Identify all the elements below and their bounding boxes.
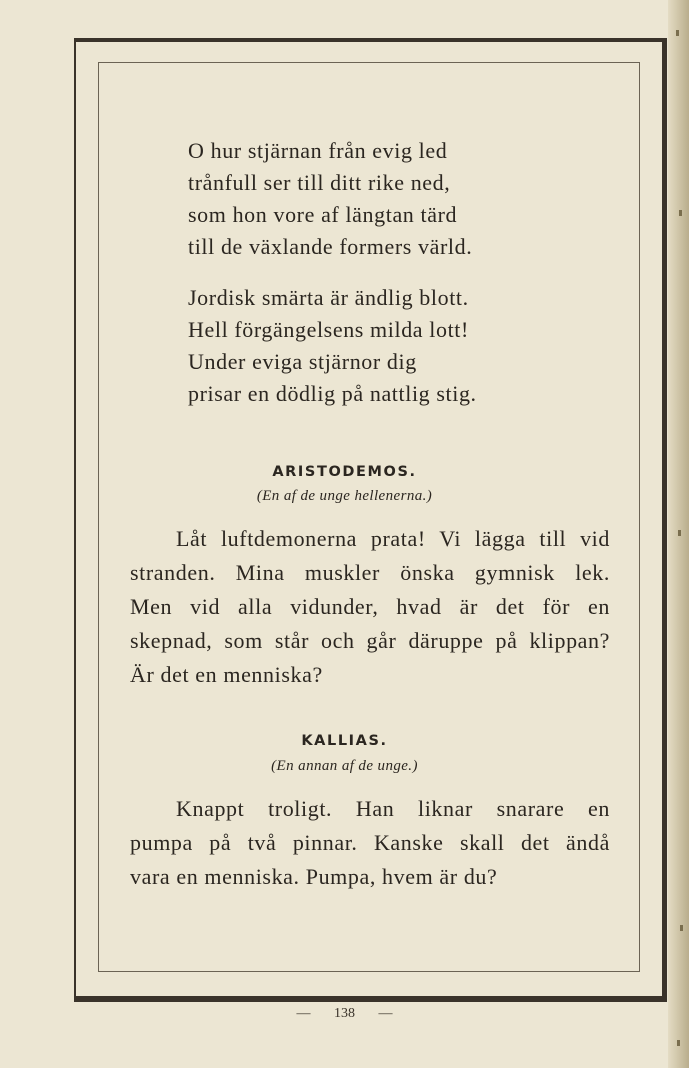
prose-line: Är det en menniska? (130, 662, 323, 687)
prose-line: skepnad, som står och går däruppe på klippan? (130, 628, 610, 653)
prose-line: Men vid alla vidunder, hvad är det för en (130, 594, 610, 619)
prose-line: vara en menniska. Pumpa, hvem är du? (130, 864, 498, 889)
verse-line: Under eviga stjärnor dig (188, 349, 417, 374)
prose-line: stranden. Mina muskler önska gymnisk lek. (130, 560, 610, 585)
verse-line: O hur stjärnan från evig led (188, 138, 448, 163)
book-spine-edge (668, 0, 689, 1068)
stage-direction: (En annan af de unge.) (271, 758, 418, 774)
folio-dash-right: — (378, 1006, 393, 1021)
speaker-name: ARISTODEMOS. (272, 464, 417, 480)
prose-line: pumpa på två pinnar. Kanske skall det ändå (130, 830, 610, 855)
prose-line: Låt luftdemonerna prata! Vi lägga till vid (176, 526, 610, 551)
verse-line: Jordisk smärta är ändlig blott. (188, 285, 469, 310)
page-number-footer (0, 1006, 689, 1022)
verse-line: till de växlande formers värld. (188, 234, 473, 259)
spine-mark (680, 925, 683, 931)
prose-line: Knappt troligt. Han liknar snarare en (176, 796, 610, 821)
page-number: 138 (334, 1006, 355, 1021)
spine-mark (678, 530, 681, 536)
spine-mark (679, 210, 682, 216)
spine-mark (676, 30, 679, 36)
speaker-name: KALLIAS. (301, 733, 388, 749)
verse-line: prisar en dödlig på nattlig stig. (188, 381, 477, 406)
verse-line: som hon vore af längtan tärd (188, 202, 458, 227)
spine-mark (677, 1040, 680, 1046)
verse-line: Hell förgängelsens milda lott! (188, 317, 469, 342)
folio-dash-left: — (296, 1006, 311, 1021)
stage-direction: (En af de unge hellenerna.) (256, 488, 433, 504)
verse-line: trånfull ser till ditt rike ned, (188, 170, 451, 195)
